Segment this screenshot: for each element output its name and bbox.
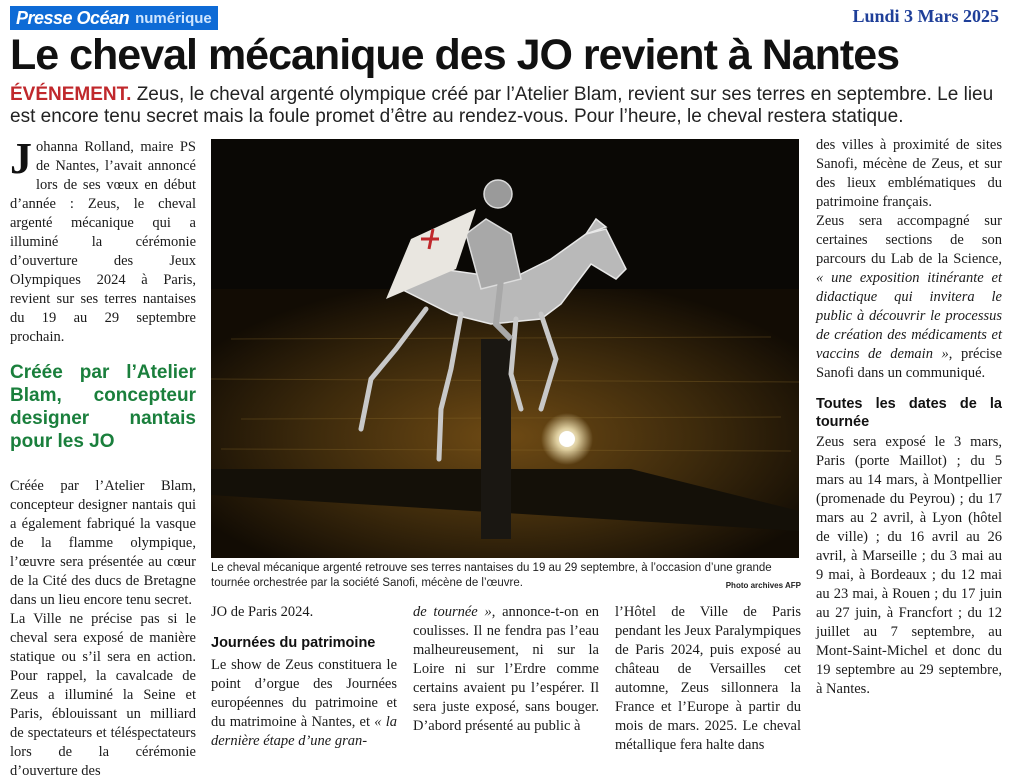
brand-suffix: numérique <box>135 9 212 27</box>
brand-logo <box>10 6 218 30</box>
brand-name: Presse Océan <box>16 7 130 28</box>
paragraph: des villes à proximité de sites Sanofi, mécène de Zeus, et sur des lieux emblématiques du patrimoine français. <box>816 137 1002 210</box>
paragraph: l’Hôtel de Ville de Paris pendant les Jeux Paralympiques de Paris 2024, puis exposé au château de Versailles cet automne, Zeus sillonnera la France et l’Europe à partir du mois de mars. 2025. Le cheval métallique fera halte dans <box>615 604 801 753</box>
photo-credit: Photo archives AFP <box>725 581 801 590</box>
paragraph <box>211 656 397 751</box>
article-photo <box>211 139 799 558</box>
quote-text: de tournée » <box>413 604 492 620</box>
paragraph: Zeus sera exposé le 3 mars, Paris (porte Maillot) ; du 5 mars au 14 mars, à Montpellier (promenade du Peyrou) ; du 17 mars au 2 avril, à Lyon (hôtel de ville) ; du 16 avril au 26 avril, à Marseille ; du 3 mai au 9 mai, à Bordeaux ; du 12 mai au 23 mai, à Rouen ; du 17 juin au 27 juin, à Francfort ; du 12 juillet au 7 septembre, au Mont-Saint-Michel et donc du 19 septembre au 29 septembre, à Nantes. <box>816 434 1002 697</box>
paragraph: JO de Paris 2024. <box>211 604 314 620</box>
quote-text: « la dernière étape d’une gran- <box>211 714 398 749</box>
issue-date: Lundi 3 Mars 2025 <box>852 6 999 26</box>
horse-photo-illustration <box>211 139 799 558</box>
column-2 <box>211 603 397 751</box>
intertitle: Créée par l’Atelier Blam, concepteur designer nantais pour les JO <box>10 362 196 452</box>
standfirst-text: Zeus, le cheval argenté olympique créé par l’Atelier Blam, revient sur ses terres en septembre. Le lieu est encore tenu secret mais la foule promet d’être au rendez-vous. Pour l’heure, le cheval restera statique. <box>10 84 994 127</box>
paragraph-text: , annonce-t-on en coulisses. Il ne fendra pas l’eau malheureusement, ni sur la Loire ni sur l’Erdre comme certains avaient pu l’espérer. Il sera juste exposé, sans bouger. D’abord présenté au public à <box>413 604 599 734</box>
subhead-dates: Toutes les dates de la tournée <box>816 396 1002 430</box>
paragraph: Créée par l’Atelier Blam, concepteur designer nantais qui a également fabriqué la vasque de la flamme olympique, l’œuvre sera présentée au cœur de la Cité des ducs de Bretagne dans un lieu encore tenu secret. <box>10 478 196 608</box>
column-5 <box>816 136 1002 699</box>
headline: Le cheval mécanique des JO revient à Nantes <box>10 31 900 79</box>
column-4 <box>615 603 801 755</box>
lead-text: ohanna Rolland, maire PS de Nantes, l’avait annoncé lors de ses vœux en début d’année : Zeus, le cheval argenté mécanique qui a illuminé la cérémonie d’ouverture des Jeux Olympiques 2024 à Paris, revient sur ses terres nantaises du 19 au 29 septembre prochain. <box>10 139 196 345</box>
standfirst <box>10 84 1000 128</box>
standfirst-kicker: ÉVÉNEMENT. <box>10 84 132 105</box>
lead-paragraph <box>10 134 196 347</box>
photo-caption <box>211 561 801 593</box>
paragraph <box>816 212 1002 383</box>
column-3 <box>413 603 599 736</box>
column-1 <box>10 134 196 781</box>
drop-cap: J <box>10 134 32 183</box>
paragraph-text: Le show de Zeus constituera le point d’orgue des Journées européennes du patrimoine et du matrimoine à Nantes, et <box>211 657 397 730</box>
paragraph-text: , précise Sanofi dans un communiqué. <box>816 346 1002 381</box>
paragraph: La Ville ne précise pas si le cheval sera exposé de manière statique ou s’il sera en action. Pour rappel, la cavalcade de Zeus a illuminé la Seine et Paris, éblouissant un milliard de spectateurs et téléspectateurs lors de la cérémonie d’ouverture des <box>10 611 196 779</box>
subhead-patrimoine: Journées du patrimoine <box>211 635 376 651</box>
quote-text: « une exposition itinérante et didactique qui invitera le public à découvrir le processus de création des médicaments et vaccins de demain » <box>816 270 1002 362</box>
paragraph <box>413 603 599 736</box>
paragraph-text: Zeus sera accompagné sur certaines sections de son parcours du Lab de la Science, <box>816 213 1002 267</box>
caption-text: Le cheval mécanique argenté retrouve ses terres nantaises du 19 au 29 septembre, à l’occasion d’une grande tournée orchestrée par la société Sanofi, mécène de l’œuvre. <box>211 562 772 589</box>
